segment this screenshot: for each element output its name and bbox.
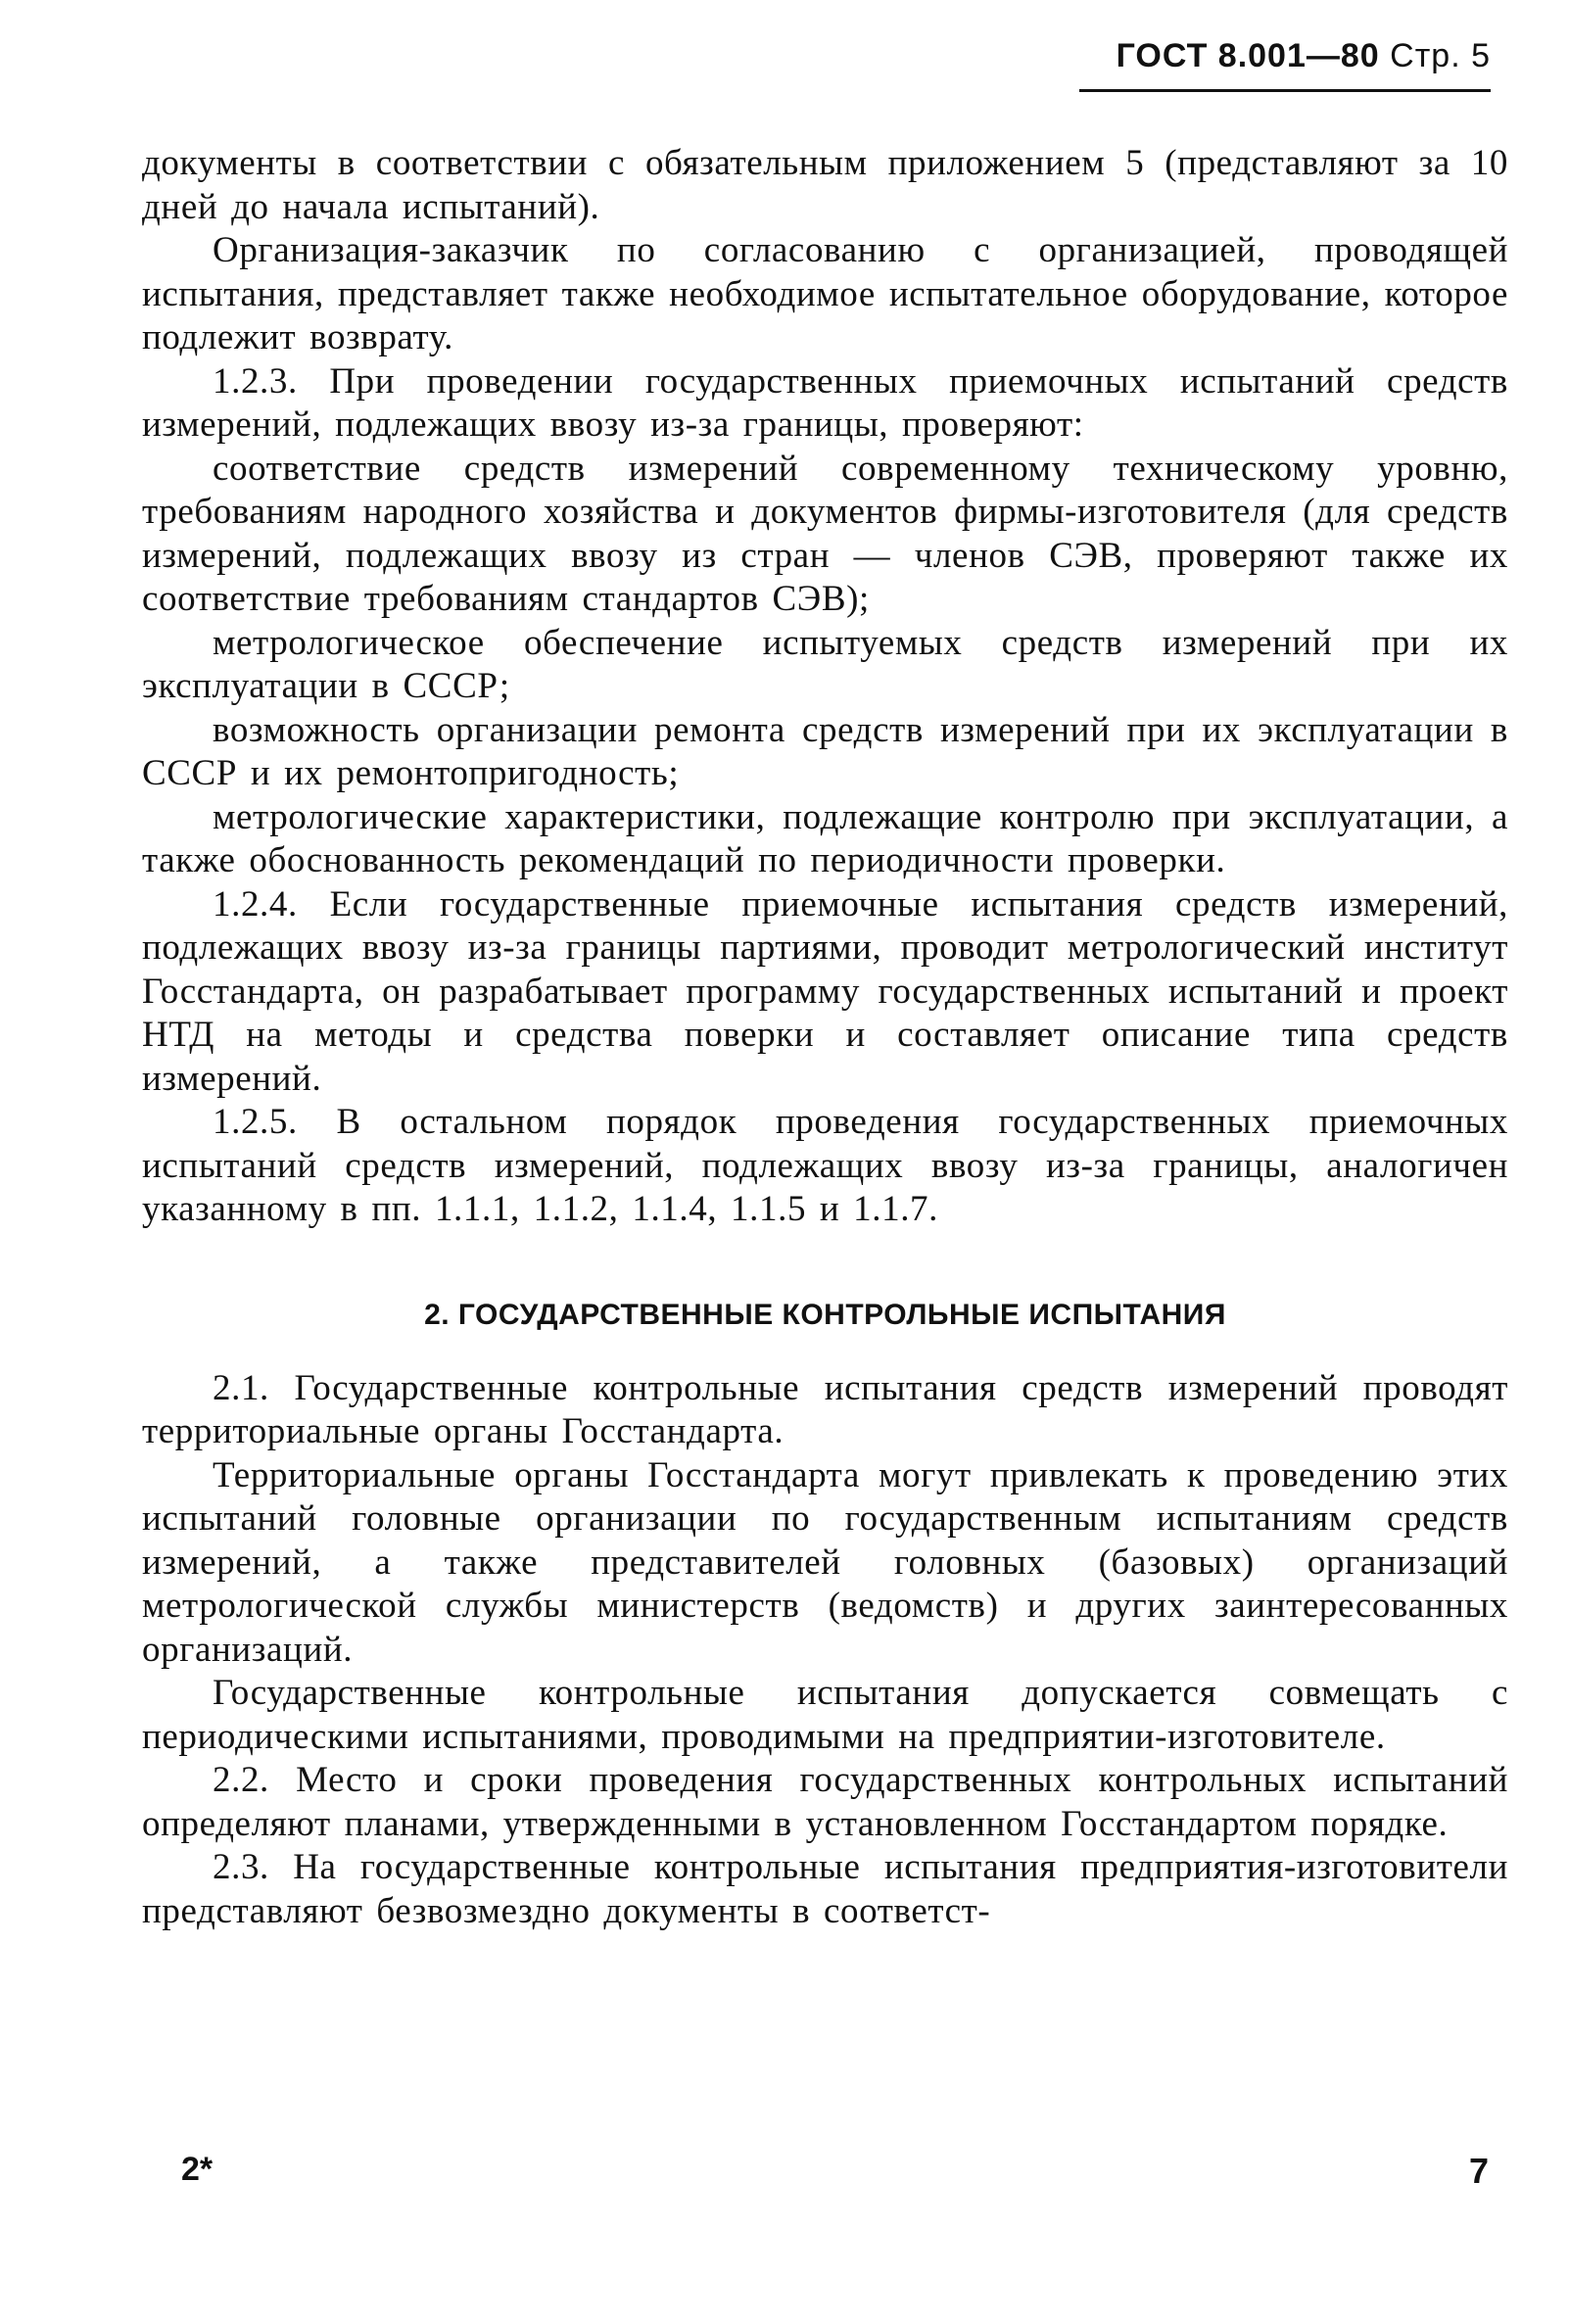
- page-number: 7: [1468, 2151, 1489, 2191]
- document-body: [142, 142, 1508, 1933]
- standard-number: ГОСТ 8.001—80: [1116, 37, 1380, 74]
- page-header: [1079, 37, 1491, 92]
- paragraph: возможность организации ремонта средств измерений при их эксплуатации в СССР и их ремонтопригодность;: [142, 709, 1508, 793]
- paragraph: Территориальные органы Госстандарта могут привлекать к проведению этих испытаний головные организации по государственным испытаниям средств измерений, а также представителей головных (базовых) организаций метрологической службы министерств (ведомств) и других заинтересованных организаций.: [142, 1454, 1508, 1670]
- paragraph: 2.3. На государственные контрольные испытания предприятия-изготовители представляют безвозмездно документы в соответст-: [142, 1847, 1508, 1931]
- paragraph: 1.2.5. В остальном порядок проведения государственных приемочных испытаний средств измерений, подлежащих ввозу из-за границы, аналогичен указанному в пп. 1.1.1, 1.1.2, 1.1.4, 1.1.5 и 1.1.7.: [142, 1102, 1508, 1229]
- paragraph: документы в соответствии с обязательным приложением 5 (представляют за 10 дней до начала испытаний).: [142, 143, 1508, 227]
- paragraph: 1.2.4. Если государственные приемочные испытания средств измерений, подлежащих ввозу из-за границы партиями, проводит метрологический институт Госстандарта, он разрабатывает программу государственных испытаний и проект НТД на методы и средства поверки и составляет описание типа средств измерений.: [142, 883, 1508, 1099]
- paragraph: 2.2. Место и сроки проведения государственных контрольных испытаний определяют планами, утвержденными в установленном Госстандартом порядке.: [142, 1760, 1508, 1844]
- paragraph: Организация-заказчик по согласованию с организацией, проводящей испытания, представляет также необходимое испытательное оборудование, которое подлежит возврату.: [142, 230, 1508, 357]
- section-title: 2. ГОСУДАРСТВЕННЫЕ КОНТРОЛЬНЫЕ ИСПЫТАНИЯ: [424, 1298, 1226, 1331]
- paragraph: метрологическое обеспечение испытуемых средств измерений при их эксплуатации в СССР;: [142, 622, 1508, 706]
- paragraph: метрологические характеристики, подлежащие контролю при эксплуатации, а также обоснованность рекомендаций по периодичности проверки.: [142, 796, 1508, 880]
- signature-mark: 2*: [181, 2151, 214, 2188]
- paragraph: 2.1. Государственные контрольные испытания средств измерений проводят территориальные органы Госстандарта.: [142, 1367, 1508, 1451]
- paragraph: 1.2.3. При проведении государственных приемочных испытаний средств измерений, подлежащих ввозу из-за границы, проверяют:: [142, 360, 1508, 445]
- paragraph: Государственные контрольные испытания допускается совмещать с периодическими испытаниями, проводимыми на предприятии-изготовителе.: [142, 1673, 1508, 1757]
- paragraph: соответствие средств измерений современному техническому уровню, требованиям народного хозяйства и документов фирмы-изготовителя (для средств измерений, подлежащих ввозу из стран — членов СЭВ, проверяют также их соответствие требованиям стандартов СЭВ);: [142, 448, 1508, 619]
- page-label: Стр. 5: [1390, 37, 1491, 74]
